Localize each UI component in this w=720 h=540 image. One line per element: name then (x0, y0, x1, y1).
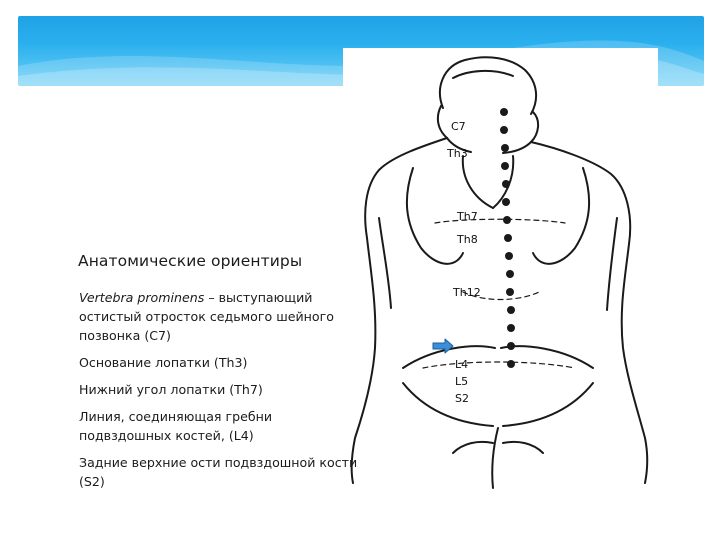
label-th7: Th7 (457, 210, 478, 223)
list-item: Линия, соединяющая гребни подвздошных костей, (L4) (79, 409, 273, 443)
label-l4: L4 (455, 358, 469, 371)
latin-term: Vertebra prominens (79, 290, 205, 305)
back-illustration (343, 48, 658, 490)
list-item (79, 288, 359, 345)
list-item: Задние верхние ости подвздошной кости (S2) (79, 455, 358, 489)
label-th12: Th12 (453, 286, 481, 299)
item-text: – выступающий остистый отросток седьмого шейного позвонка (C7) (79, 290, 334, 343)
label-s2: S2 (455, 392, 469, 405)
spine-dots (500, 108, 515, 368)
label-th3: Th3 (447, 147, 468, 160)
landmark-list (79, 288, 359, 499)
label-l5: L5 (455, 375, 469, 388)
list-item: Нижний угол лопатки (Th7) (79, 382, 263, 397)
label-th8: Th8 (457, 233, 478, 246)
slide-heading: Анатомические ориентиры (78, 252, 303, 270)
list-item: Основание лопатки (Th3) (79, 355, 248, 370)
label-c7: C7 (451, 120, 466, 133)
back-anatomy-figure (343, 48, 658, 490)
